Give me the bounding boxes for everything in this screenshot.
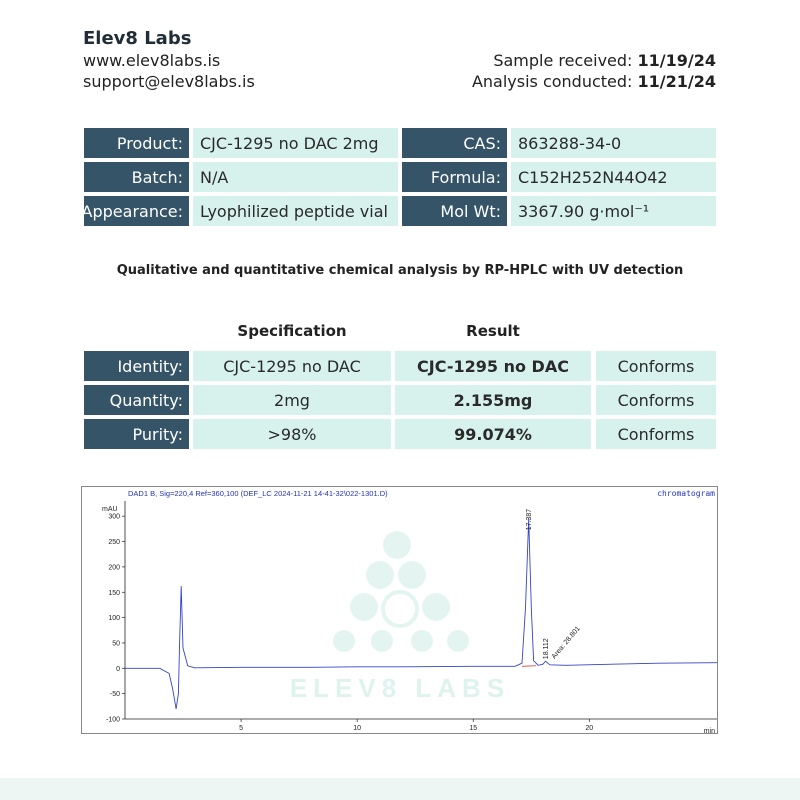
chart-title: DAD1 B, Sig=220,4 Ref=360,100 (DEF_LC 2024-11-21 14-41-32\022-1301.D) [128, 489, 388, 498]
peak-label-main: 17.387 [526, 508, 534, 531]
molwt-value: 3367.90 g·mol⁻¹ [511, 196, 716, 226]
x-tick-label: 10 [353, 725, 362, 732]
identity-label: Identity: [84, 351, 189, 381]
chart-corner-label: chromatogram [657, 489, 715, 498]
formula-label: Formula: [402, 162, 507, 192]
analysis-heading: Qualitative and quantitative chemical analysis by RP-HPLC with UV detection [116, 263, 684, 278]
y-tick-label: -100 [105, 716, 120, 724]
chromatogram-chart [82, 487, 717, 733]
website-link[interactable]: www.elev8labs.is [83, 51, 221, 70]
quantity-spec: 2mg [193, 385, 391, 415]
y-tick-label: 0 [116, 665, 120, 673]
y-tick-label: 200 [108, 564, 120, 572]
formula-value: C152H252N44O42 [511, 162, 716, 192]
cas-value: 863288-34-0 [511, 128, 716, 158]
y-tick-label: 50 [112, 640, 120, 648]
purity-result: 99.074% [395, 419, 591, 449]
y-tick-label: 100 [108, 615, 120, 623]
result-header: Result [466, 322, 520, 340]
y-tick-label: -50 [109, 691, 120, 699]
purity-status: Conforms [596, 419, 716, 449]
product-label: Product: [84, 128, 189, 158]
identity-result: CJC-1295 no DAC [395, 351, 591, 381]
purity-label: Purity: [84, 419, 189, 449]
identity-status: Conforms [596, 351, 716, 381]
integration-baseline [522, 666, 536, 667]
y-tick-label: 300 [108, 513, 120, 521]
email-link[interactable]: support@elev8labs.is [83, 72, 255, 91]
quantity-result: 2.155mg [395, 385, 591, 415]
batch-label: Batch: [84, 162, 189, 192]
y-tick-label: 150 [108, 589, 120, 597]
x-tick-label: 20 [585, 725, 594, 732]
appearance-value: Lyophilized peptide vial [193, 196, 398, 226]
batch-value: N/A [193, 162, 398, 192]
molwt-label: Mol Wt: [402, 196, 507, 226]
cas-label: CAS: [402, 128, 507, 158]
chromatogram-panel [81, 486, 718, 734]
watermark-text: ELEV8 LABS [289, 673, 511, 703]
sample-received [493, 51, 716, 70]
y-axis-label: mAU [102, 506, 118, 513]
footer-band [0, 778, 800, 800]
watermark-logo [333, 531, 469, 652]
specification-header: Specification [237, 322, 347, 340]
quantity-label: Quantity: [84, 385, 189, 415]
peak-area-label: Area: 28.801 [550, 625, 582, 661]
purity-spec: >98% [193, 419, 391, 449]
x-tick-label: 5 [239, 725, 244, 732]
brand-name: Elev8 Labs [83, 28, 192, 49]
identity-spec: CJC-1295 no DAC [193, 351, 391, 381]
analysis-date: 11/21/24 [637, 72, 716, 91]
x-tick-label: 15 [469, 725, 478, 732]
analysis-label: Analysis conducted: [471, 72, 638, 91]
analysis-conducted [472, 72, 716, 91]
peak-labels [526, 509, 582, 661]
received-label: Sample received: [493, 51, 638, 70]
received-date: 11/19/24 [637, 51, 716, 70]
appearance-label: Appearance: [84, 196, 189, 226]
peak-label-minor: 18.112 [542, 638, 550, 660]
x-axis-label: min [703, 728, 715, 733]
y-tick-label: 250 [108, 539, 120, 547]
quantity-status: Conforms [596, 385, 716, 415]
product-value: CJC-1295 no DAC 2mg [193, 128, 398, 158]
